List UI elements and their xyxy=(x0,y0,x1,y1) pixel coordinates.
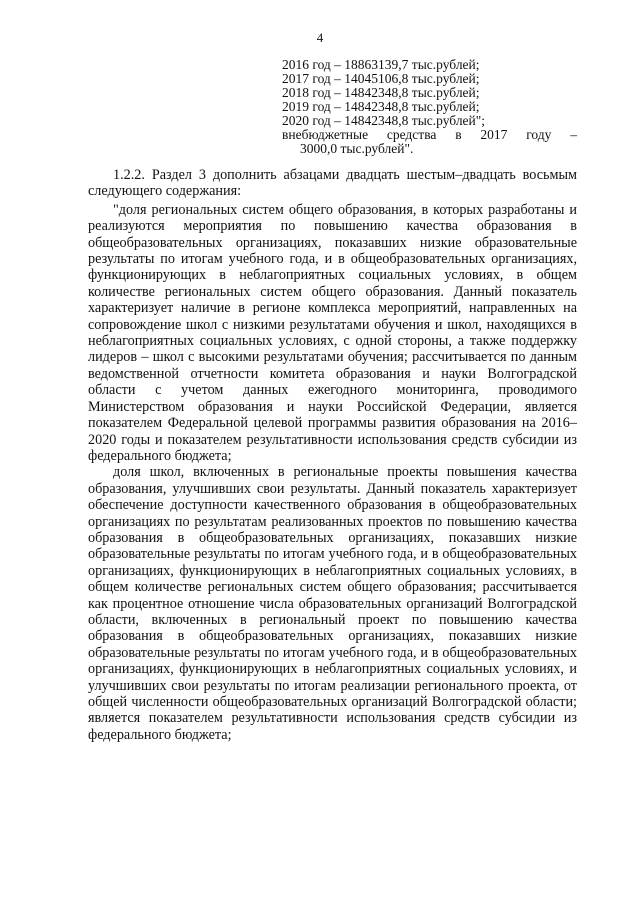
budget-line-2018: 2018 год – 14842348,8 тыс.рублей; xyxy=(282,85,480,100)
extrabudget-amount: 3000,0 тыс.рублей". xyxy=(300,141,414,156)
extrabudget-line: внебюджетные средства в 2017 году – xyxy=(282,127,577,142)
budget-line-2017: 2017 год – 14045106,8 тыс.рублей; xyxy=(282,71,480,86)
indicator-paragraph-regional-systems: "доля региональных систем общего образования, в которых разработаны и реализуются мероприятия по повышению качества образования в общеобразовательных организациях, показавших низкие образовательные результаты по итогам учебного года, и в общеобразовательных организациях, функционирующих в неблагоприятных социальных условиях, в общем количестве региональных систем общего образования. Данный показатель характеризует наличие в регионе комплекса мероприятий, направленных на сопровождение школ с низкими результатами обучения и школ, находящихся в неблагоприятных социальных условиях, с одной стороны, а также поддержку лидеров – школ с высокими результатами обучения; рассчитывается по данным ведомственной отчетности комитета образования и науки Волгоградской области с учетом данных ежегодного мониторинга, проводимого Министерством образования и науки Российской Федерации, является показателем Федеральной целевой программы развития образования на 2016–2020 годы и показателем результативности использования средств субсидии из федерального бюджета; xyxy=(88,201,577,464)
page-number: 4 xyxy=(316,30,324,45)
budget-block xyxy=(282,58,577,156)
indicator-paragraph-schools-improved: доля школ, включенных в региональные проекты повышения качества образования, улучшивших свои результаты. Данный показатель характеризует обеспечение доступности качественного образования в общеобразовательных организациях по результатам реализованных проектов по повышению качества образования в общеобразовательных организациях, показавших низкие образовательные результаты по итогам учебного года, и в общеобразовательных организациях, функционирующих в неблагоприятных социальных условиях, в общем количестве региональных систем общего образования; рассчитывается как процентное отношение числа образовательных организаций Волгоградской области, включенных в региональный проект по повышению качества образования в общеобразовательных организациях, показавших низкие образовательные результаты по итогам учебного года, и в общеобразовательных организациях, функционирующих в неблагоприятных социальных условиях, и улучшивших свои результаты по итогам реализации регионального проекта, от общей численности общеобразовательных организаций Волгоградской области; является показателем результативности использования средств субсидии из федерального бюджета; xyxy=(88,464,577,743)
budget-line-2019: 2019 год – 14842348,8 тыс.рублей; xyxy=(282,99,480,114)
budget-line-2020: 2020 год – 14842348,8 тыс.рублей"; xyxy=(282,113,486,128)
budget-line-2016: 2016 год – 18863139,7 тыс.рублей; xyxy=(282,57,480,72)
document-body xyxy=(88,167,577,743)
section-amendment-paragraph: 1.2.2. Раздел 3 дополнить абзацами двадцать шестым–двадцать восьмым следующего содержания: xyxy=(88,167,577,200)
